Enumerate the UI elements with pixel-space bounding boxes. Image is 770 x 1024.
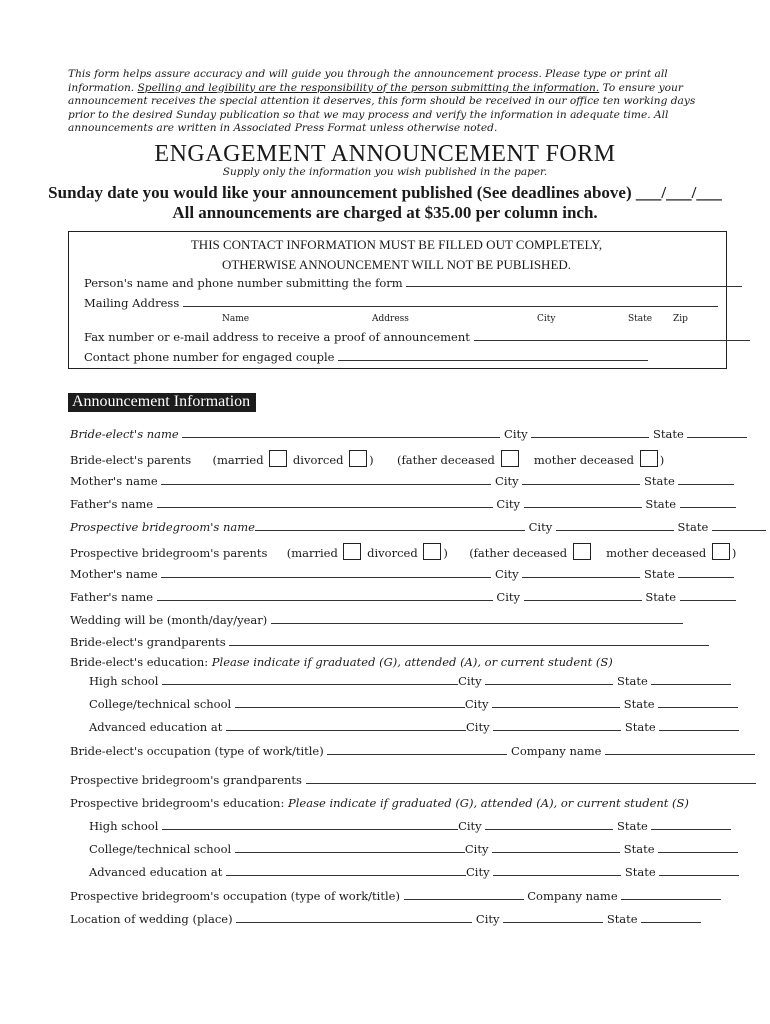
divorced-label: divorced [367,546,418,560]
state-label: State [624,720,656,734]
bride-state-label: State [652,427,684,441]
high-school-label: High school [89,819,159,833]
bride-name-label: Bride-elect's name [70,427,179,441]
divorced-label: divorced [292,453,344,467]
divorced-checkbox[interactable] [349,450,367,467]
wedding-date-label: Wedding will be (month/day/year) [70,613,268,627]
groom-father-field[interactable] [157,590,493,601]
groom-grandparents-label: Prospective bridegroom's grandparents [70,773,302,787]
advanced-label: Advanced education at [89,720,223,734]
education-note: Please indicate if graduated (G), attended (A), or current student (S) [211,655,613,669]
father-deceased-checkbox[interactable] [501,450,519,467]
section-heading: Announcement Information [68,393,256,412]
groom-name-label: Prospective bridegroom's name [70,520,255,534]
bride-mother-state-field[interactable] [678,474,734,485]
groom-mother-deceased-checkbox[interactable] [712,543,730,560]
close-paren: ) [731,546,737,560]
state-label: State [677,520,709,534]
state-label: State [643,474,675,488]
city-label: City [458,819,482,833]
bride-grandparents-label: Bride-elect's grandparents [70,635,226,649]
bride-company-field[interactable] [605,744,755,755]
groom-education-label: Prospective bridegroom's education: [70,796,285,810]
close-paren: ) [443,546,448,560]
college-label: College/technical school [89,697,232,711]
groom-mother-city-field[interactable] [522,567,640,578]
bride-college-field[interactable] [235,697,465,708]
city-label: City [495,567,519,581]
bride-father-row [70,497,736,511]
bride-parents-row [70,450,664,467]
mother-deceased-label: mother deceased [606,546,707,560]
groom-grandparents-row [70,773,756,787]
groom-hs-row [89,819,731,833]
state-label: State [606,912,638,926]
state-label: State [645,590,677,604]
bride-mother-field[interactable] [161,474,491,485]
intro-text-1: This form helps assure accuracy and will guide you through the announcement process. Please type or print all information. [68,68,668,94]
bride-occupation-row [70,744,755,758]
location-label: Location of wedding (place) [70,912,233,926]
submitter-row [84,276,742,290]
location-row [70,912,701,926]
wedding-date-row [70,613,683,627]
groom-hs-city-field[interactable] [485,819,613,830]
form-subtitle: Supply only the information you wish published in the paper. [222,166,548,178]
bride-advanced-city-field[interactable] [493,720,621,731]
state-label: State [645,497,677,511]
close-paren: ) [369,453,374,467]
groom-occupation-row [70,889,721,903]
bride-mother-row [70,474,734,488]
bride-advanced-state-field[interactable] [659,720,739,731]
bride-education-label: Bride-elect's education: [70,655,209,669]
sunday-date-line: Sunday date you would like your announcement published (See deadlines above) ___/___/___ [48,183,722,202]
contact-heading-2: OTHERWISE ANNOUNCEMENT WILL NOT BE PUBLISHED. [221,257,572,272]
state-label: State [616,819,648,833]
groom-mother-row [70,567,734,581]
intro-underlined: Spelling and legibility are the responsibility of the person submitting the information. [137,81,600,94]
submitter-label: Person's name and phone number submitting the form [84,276,403,290]
married-label: (married [286,546,338,560]
groom-hs-field[interactable] [162,819,458,830]
sub-address: Address [372,314,409,324]
mother-deceased-checkbox[interactable] [640,450,658,467]
bride-state-field[interactable] [687,427,747,438]
bride-hs-state-field[interactable] [651,674,731,685]
mother-deceased-label: mother deceased [533,453,635,467]
father-deceased-label: (father deceased [469,546,568,560]
bride-name-row [70,427,747,441]
state-label: State [643,567,675,581]
intro-text-2: To ensure your announcement receives the special attention it deserves, this form should be received in our office ten working days prior to the desired Sunday publication so that we may process and verify the information in adequate time. All announcements are written in Associated Press Format unless otherwise noted. [68,81,696,134]
groom-advanced-state-field[interactable] [659,865,739,876]
mailing-field[interactable] [183,296,718,307]
city-label: City [465,720,490,734]
mailing-label: Mailing Address [84,296,180,310]
bride-occupation-label: Bride-elect's occupation (type of work/title) [70,744,324,758]
city-label: City [475,912,500,926]
bride-grandparents-field[interactable] [229,635,709,646]
bride-college-state-field[interactable] [658,697,738,708]
close-paren: ) [659,453,665,467]
groom-city-field[interactable] [556,520,674,531]
bride-father-city-field[interactable] [524,497,642,508]
fax-label: Fax number or e-mail address to receive a proof of announcement [84,330,470,344]
state-label: State [624,865,656,879]
form-title: ENGAGEMENT ANNOUNCEMENT FORM [154,141,616,167]
bride-parents-label: Bride-elect's parents [70,453,192,467]
wedding-date-field[interactable] [271,613,683,624]
mailing-row [84,296,718,310]
location-state-field[interactable] [641,912,701,923]
groom-education-row [70,796,689,810]
bride-occupation-field[interactable] [327,744,507,755]
groom-college-row [89,842,738,856]
groom-parents-row [70,543,736,560]
mother-label: Mother's name [70,474,158,488]
intro-paragraph [68,68,718,136]
bride-grandparents-row [70,635,709,649]
groom-hs-state-field[interactable] [651,819,731,830]
groom-father-deceased-checkbox[interactable] [573,543,591,560]
couple-phone-label: Contact phone number for engaged couple [84,350,335,364]
groom-grandparents-field[interactable] [306,773,756,784]
groom-occupation-field[interactable] [404,889,524,900]
sub-name: Name [222,314,250,324]
bride-college-city-field[interactable] [492,697,620,708]
groom-father-row [70,590,736,604]
married-checkbox[interactable] [269,450,287,467]
groom-name-row [70,520,766,534]
bride-city-label: City [504,427,528,441]
contact-heading-1: THIS CONTACT INFORMATION MUST BE FILLED OUT COMPLETELY, [190,237,603,252]
company-label: Company name [511,744,602,758]
bride-city-field[interactable] [531,427,649,438]
groom-college-field[interactable] [235,842,465,853]
company-label: Company name [527,889,618,903]
state-label: State [616,674,648,688]
groom-advanced-field[interactable] [226,865,466,876]
groom-college-state-field[interactable] [658,842,738,853]
college-label: College/technical school [89,842,232,856]
bride-name-field[interactable] [182,427,500,438]
married-label: (married [212,453,264,467]
bride-father-state-field[interactable] [680,497,736,508]
father-label: Father's name [70,497,154,511]
groom-father-state-field[interactable] [680,590,736,601]
sub-state: State [628,314,653,324]
bride-education-row [70,655,613,669]
groom-advanced-row [89,865,739,879]
father-deceased-label: (father deceased [396,453,495,467]
groom-father-city-field[interactable] [524,590,642,601]
city-label: City [496,497,520,511]
location-city-field[interactable] [503,912,603,923]
groom-name-field[interactable] [255,520,525,531]
groom-mother-state-field[interactable] [678,567,734,578]
city-label: City [464,842,489,856]
sub-zip: Zip [673,314,688,324]
groom-married-checkbox[interactable] [343,543,361,560]
couple-phone-field[interactable] [338,350,648,361]
bride-mother-city-field[interactable] [522,474,640,485]
groom-divorced-checkbox[interactable] [423,543,441,560]
state-label: State [623,842,655,856]
bride-advanced-field[interactable] [226,720,466,731]
father-label: Father's name [70,590,154,604]
city-label: City [465,865,490,879]
advanced-label: Advanced education at [89,865,223,879]
bride-college-row [89,697,738,711]
bride-hs-field[interactable] [162,674,458,685]
submitter-field[interactable] [406,276,742,287]
bride-father-field[interactable] [157,497,493,508]
high-school-label: High school [89,674,159,688]
couple-phone-row [84,350,648,364]
mother-label: Mother's name [70,567,158,581]
groom-state-field[interactable] [712,520,766,531]
groom-mother-field[interactable] [161,567,491,578]
state-label: State [623,697,655,711]
groom-advanced-city-field[interactable] [493,865,621,876]
fax-row [84,330,750,344]
groom-college-city-field[interactable] [492,842,620,853]
city-label: City [496,590,520,604]
groom-parents-label: Prospective bridegroom's parents [70,546,268,560]
city-label: City [464,697,489,711]
fax-field[interactable] [474,330,750,341]
bride-hs-city-field[interactable] [485,674,613,685]
groom-occupation-label: Prospective bridegroom's occupation (type of work/title) [70,889,400,903]
education-note: Please indicate if graduated (G), attended (A), or current student (S) [288,796,689,810]
city-label: City [528,520,553,534]
groom-company-field[interactable] [621,889,721,900]
city-label: City [458,674,482,688]
bride-advanced-row [89,720,739,734]
city-label: City [495,474,519,488]
location-field[interactable] [236,912,472,923]
charge-line: All announcements are charged at $35.00 per column inch. [172,203,598,222]
bride-hs-row [89,674,731,688]
sub-city: City [537,314,556,324]
